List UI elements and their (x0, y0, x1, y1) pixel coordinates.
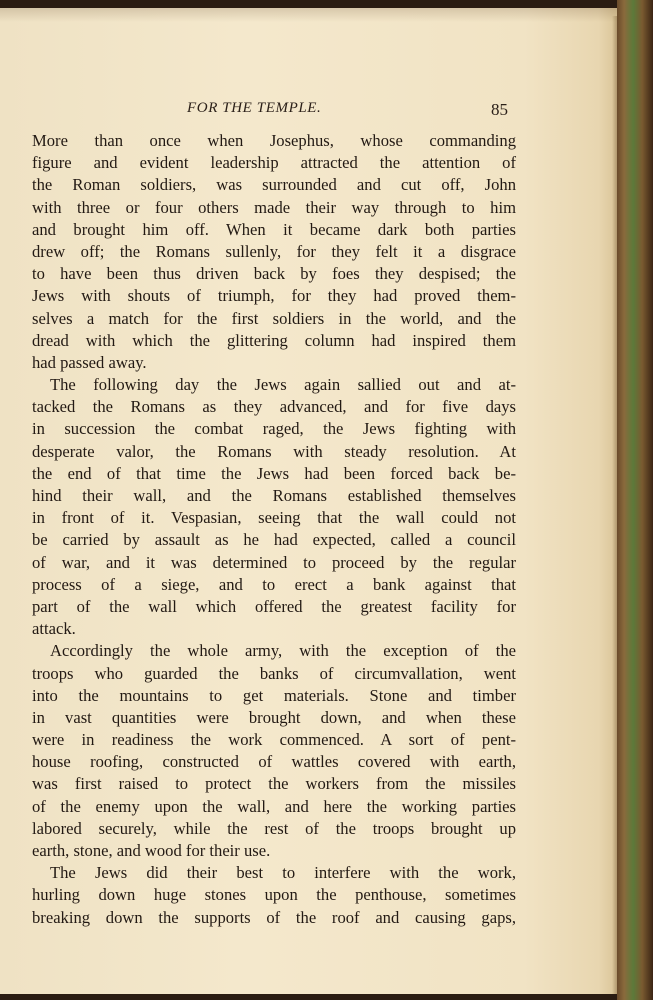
text-line: Jews with shouts of triumph, for they had proved them- (32, 286, 516, 306)
page-number: 85 (491, 100, 508, 119)
text-line: troops who guarded the banks of circumvallation, went (32, 663, 516, 683)
text-line: of the enemy upon the wall, and here the working parties (32, 796, 516, 816)
text-line: in succession the combat raged, the Jews fighting with (32, 419, 516, 439)
text-line: labored securely, while the rest of the troops brought up (32, 818, 516, 838)
text-line: was first raised to protect the workers from the missiles (32, 774, 516, 794)
text-line: Accordingly the whole army, with the exception of the (50, 641, 516, 661)
text-line: the Roman soldiers, was surrounded and cut off, John (32, 175, 516, 195)
page-top-shadow (0, 8, 617, 22)
text-line: had passed away. (32, 352, 147, 372)
text-line: figure and evident leadership attracted the attention of (32, 153, 516, 173)
text-line: hurling down huge stones upon the penthouse, sometimes (32, 885, 516, 905)
text-line: dread with which the glittering column had inspired them (32, 330, 516, 350)
page-header (0, 100, 617, 122)
book-spine (617, 0, 653, 1000)
text-line: attack. (32, 619, 76, 639)
running-head: FOR THE TEMPLE. (187, 100, 322, 116)
text-line: part of the wall which offered the greatest facility for (32, 596, 516, 616)
text-line: earth, stone, and wood for their use. (32, 841, 271, 860)
text-line: in front of it. Vespasian, seeing that the wall could not (32, 508, 516, 528)
text-line: More than once when Josephus, whose commanding (32, 131, 516, 150)
text-line: desperate valor, the Romans with steady resolution. At (32, 441, 516, 461)
text-line: were in readiness the work commenced. A sort of pent- (32, 730, 516, 750)
text-line: process of a siege, and to erect a bank against that (32, 574, 516, 594)
text-line: breaking down the supports of the roof and causing gaps, (32, 907, 516, 927)
text-line: and brought him off. When it became dark both parties (32, 219, 516, 239)
text-line: with three or four others made their way through to him (32, 197, 516, 217)
text-line: in vast quantities were brought down, and when these (32, 707, 516, 727)
text-line: tacked the Romans as they advanced, and for five days (32, 397, 516, 417)
text-line: into the mountains to get materials. Stone and timber (32, 685, 516, 705)
book-page (0, 8, 617, 994)
text-line: The following day the Jews again sallied out and at- (50, 375, 516, 395)
text-line: house roofing, constructed of wattles covered with earth, (32, 752, 516, 772)
page-gutter-shadow (612, 16, 617, 994)
text-line: of war, and it was determined to proceed by the regular (32, 552, 516, 572)
text-line: the end of that time the Jews had been forced back be- (32, 463, 516, 483)
text-line: drew off; the Romans sullenly, for they felt it a disgrace (32, 241, 516, 261)
text-line: The Jews did their best to interfere with the work, (50, 863, 516, 883)
body-text (32, 130, 516, 929)
text-line: selves a match for the first soldiers in the world, and the (32, 308, 516, 328)
text-line: to have been thus driven back by foes they despised; the (32, 264, 516, 284)
text-line: hind their wall, and the Romans established themselves (32, 486, 516, 505)
text-line: be carried by assault as he had expected, called a council (32, 530, 516, 550)
